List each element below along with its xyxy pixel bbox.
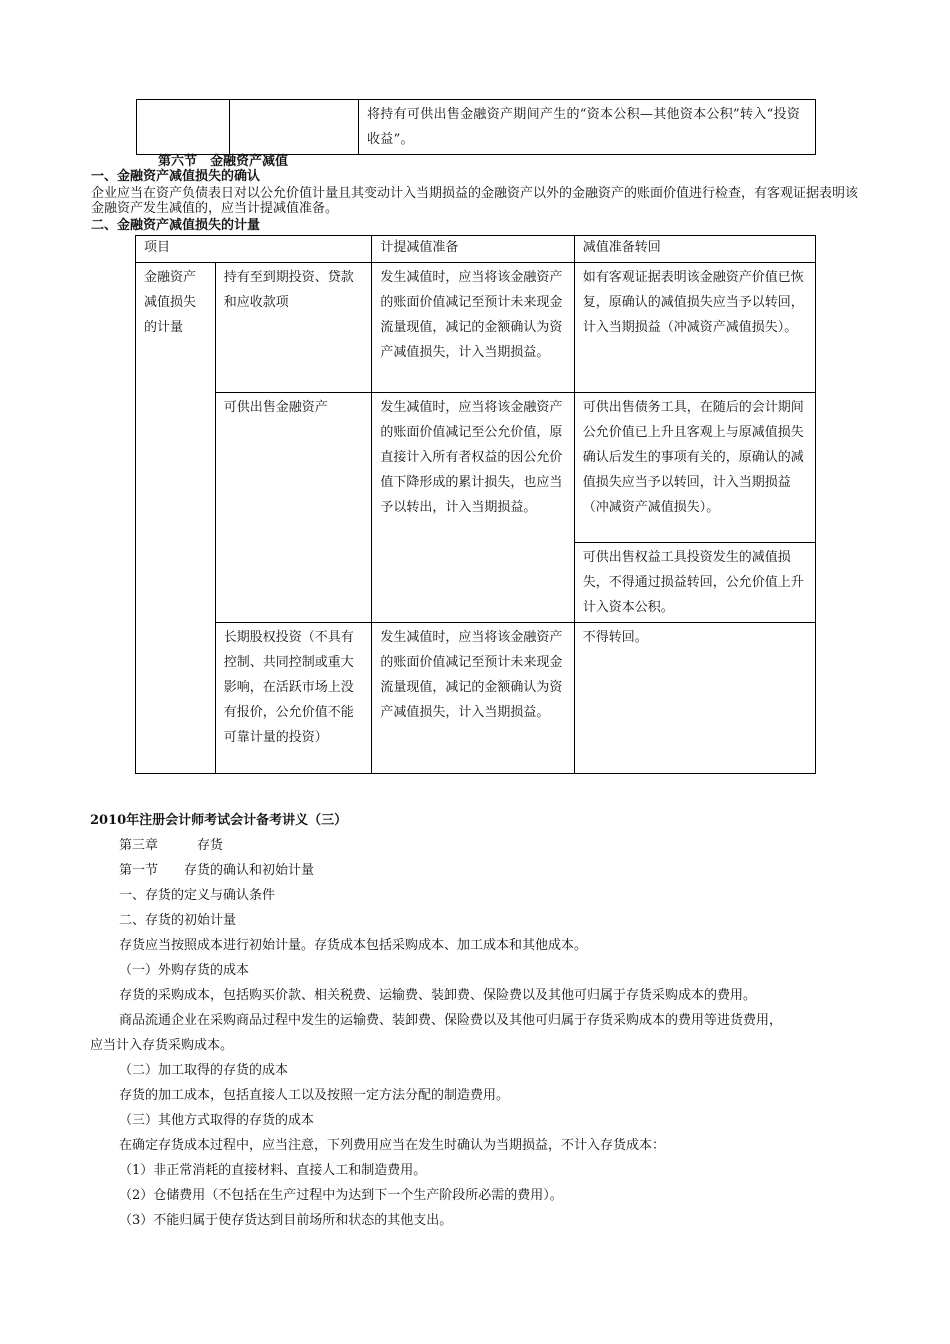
reversal-cell: 如有客观证据表明该金融资产价值已恢复，原确认的减值损失应当予以转回，计入当期损益（冲减资产减值损失）。 bbox=[574, 263, 815, 393]
header-cell-provision: 计提减值准备 bbox=[372, 236, 574, 263]
reversal-cell: 可供出售权益工具投资发生的减值损失，不得通过损益转回，公允价值上升计入资本公积。 bbox=[574, 543, 815, 623]
text-line: 应当计入存货采购成本。 bbox=[90, 1038, 234, 1053]
provision-cell: 发生减值时，应当将该金融资产的账面价值减记至预计未来现金流量现值，减记的金额确认为资产减值损失，计入当期损益。 bbox=[372, 263, 574, 393]
text-line: 存货的采购成本，包括购买价款、相关税费、运输费、装卸费、保险费以及其他可归属于存货采购成本的费用。 bbox=[119, 988, 757, 1003]
reversal-cell: 可供出售债务工具，在随后的会计期间公允价值已上升且客观上与原减值损失确认后发生的事项有关的，原确认的减值损失应当予以转回，计入当期损益（冲减资产减值损失）。 bbox=[574, 393, 815, 543]
reversal-cell: 不得转回。 bbox=[574, 623, 815, 774]
header-cell-reversal: 减值准备转回 bbox=[574, 236, 815, 263]
text-line: 二、存货的初始计量 bbox=[119, 913, 237, 928]
item-cell: 可供出售金融资产 bbox=[215, 393, 372, 623]
header-cell-item: 项目 bbox=[136, 236, 372, 263]
text-line: （1）非正常消耗的直接材料、直接人工和制造费用。 bbox=[119, 1163, 427, 1178]
section-title: 第六节 金融资产减值 bbox=[158, 154, 289, 169]
text-line: （2）仓储费用（不包括在生产过程中为达到下一个生产阶段所必需的费用）。 bbox=[119, 1188, 563, 1203]
category-cell: 金融资产减值损失的计量 bbox=[136, 263, 216, 774]
subsection-heading: 一、金融资产减值损失的确认 bbox=[91, 169, 261, 184]
continuation-table bbox=[136, 99, 816, 155]
table-cell-empty bbox=[137, 100, 230, 155]
text-line: （一）外购存货的成本 bbox=[119, 963, 250, 978]
text-line: 存货应当按照成本进行初始计量。存货成本包括采购成本、加工成本和其他成本。 bbox=[119, 938, 588, 953]
text-line: （3）不能归属于使存货达到目前场所和状态的其他支出。 bbox=[119, 1213, 453, 1228]
table-header-row bbox=[136, 236, 816, 263]
table-row bbox=[137, 100, 816, 155]
provision-cell: 发生减值时，应当将该金融资产的账面价值减记至公允价值，原直接计入所有者权益的因公允价值下降形成的累计损失，也应当予以转出，计入当期损益。 bbox=[372, 393, 574, 623]
text-line: 一、存货的定义与确认条件 bbox=[119, 888, 276, 903]
text-line: 商品流通企业在采购商品过程中发生的运输费、装卸费、保险费以及其他可归属于存货采购成本的费用等进货费用， bbox=[119, 1013, 783, 1028]
item-cell: 持有至到期投资、贷款和应收款项 bbox=[215, 263, 372, 393]
impairment-table bbox=[135, 235, 816, 774]
section-heading: 第一节 存货的确认和初始计量 bbox=[119, 863, 315, 878]
paragraph: 企业应当在资产负债表日对以公允价值计量且其变动计入当期损益的金融资产以外的金融资产的账面价值进行检查，有客观证据表明该金融资产发生减值的，应当计提减值准备。 bbox=[91, 186, 859, 216]
subsection-heading: 二、金融资产减值损失的计量 bbox=[91, 218, 261, 233]
table-cell-empty bbox=[230, 100, 359, 155]
chapter-heading: 第三章 存货 bbox=[119, 838, 224, 853]
table-cell: 将持有可供出售金融资产期间产生的“资本公积—其他资本公积”转入“投资收益”。 bbox=[359, 100, 816, 155]
text-line: 在确定存货成本过程中，应当注意，下列费用应当在发生时确认为当期损益，不计入存货成本： bbox=[119, 1138, 666, 1153]
text-line: （三）其他方式取得的存货的成本 bbox=[119, 1113, 315, 1128]
table-row bbox=[136, 263, 816, 393]
text-line: 存货的加工成本，包括直接人工以及按照一定方法分配的制造费用。 bbox=[119, 1088, 510, 1103]
lecture-title: 2010年注册会计师考试会计备考讲义（三） bbox=[90, 813, 348, 828]
text-line: （二）加工取得的存货的成本 bbox=[119, 1063, 289, 1078]
table-row bbox=[136, 623, 816, 774]
table-row bbox=[136, 393, 816, 543]
item-cell: 长期股权投资（不具有控制、共同控制或重大影响，在活跃市场上没有报价，公允价值不能可靠计量的投资） bbox=[215, 623, 372, 774]
provision-cell: 发生减值时，应当将该金融资产的账面价值减记至预计未来现金流量现值，减记的金额确认为资产减值损失，计入当期损益。 bbox=[372, 623, 574, 774]
